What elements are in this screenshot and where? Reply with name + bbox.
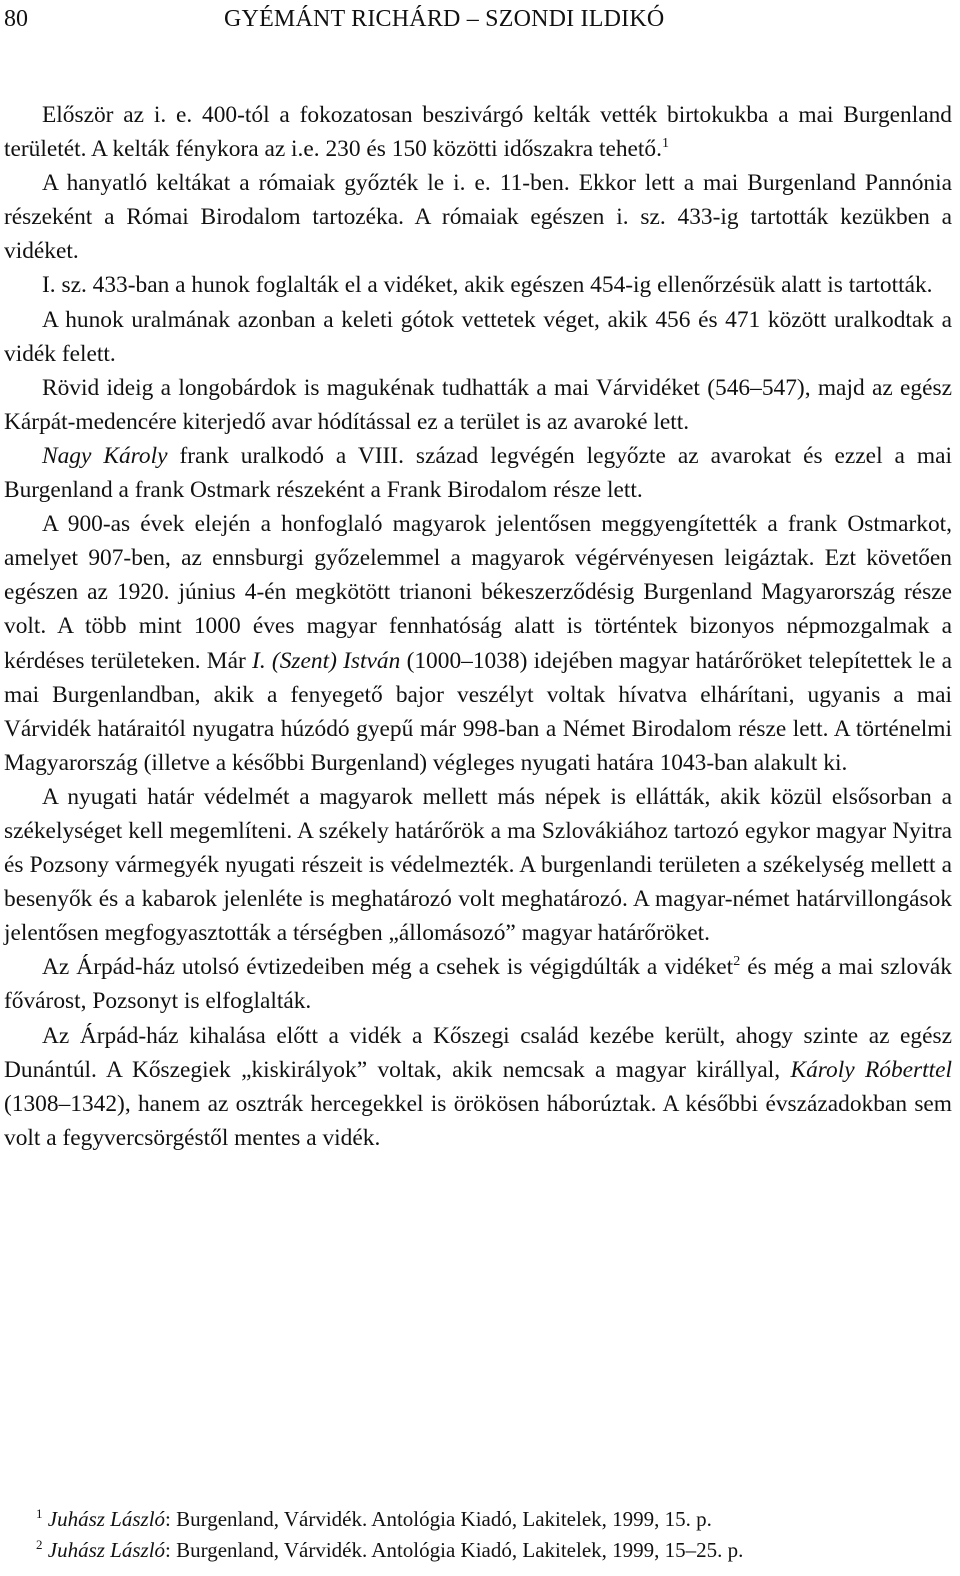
- footnote-author: Juhász László: [47, 1507, 166, 1531]
- page-number: 80: [4, 6, 28, 32]
- italic-name: I. (Szent) István: [252, 647, 401, 674]
- footnote: [36, 1504, 936, 1535]
- italic-name: Nagy Károly: [42, 442, 168, 469]
- paragraph: [4, 371, 952, 439]
- text-run: A 900-as évek elején a honfoglaló magyarok jelentősen meggyengítették a frank Ostmarkot, amelyet 907-ben, az ennsburgi győzelemmel a magyarok végérvényesen leigáztak. Ezt követően egészen az 1920. június 4-én megkötött trianoni békeszerződésig Burgenland Magyarország része volt. A több mint 1000 éves magyar fennhatóság alatt is történtek bizonyos népmozgalmak a kérdéses területeken. Már: [4, 511, 952, 674]
- footnote-number: 1: [36, 1506, 43, 1521]
- text-run: frank uralkodó a VIII. század legvégén legyőzte az avarokat és ezzel a mai Burgenland a frank Ostmark részeként a Frank Birodalom része lett.: [4, 442, 952, 504]
- paragraph: [4, 780, 952, 950]
- page-header: [4, 2, 944, 36]
- text-run: és még a mai szlovák fővárost, Pozsonyt is elfoglalták.: [4, 954, 952, 1015]
- footnote-marker: 1: [661, 136, 669, 152]
- italic-name: Károly Róberttel: [790, 1056, 952, 1083]
- paragraph: [4, 439, 952, 507]
- text-run: Először az i. e. 400-tól a fokozatosan beszivárgó kelták vették birtokukba a mai Burgenland területét. A kelták fénykora az i.e. 230 és 150 közötti időszakra tehető.: [4, 102, 952, 163]
- paragraph: [4, 950, 952, 1018]
- footnote-number: 2: [36, 1537, 43, 1552]
- text-run: Az Árpád-ház utolsó évtizedeiben még a csehek is végigdúlták a vidéket: [42, 954, 734, 981]
- body-text: [4, 98, 952, 1155]
- footnotes: [36, 1504, 936, 1566]
- footnote: [36, 1535, 936, 1566]
- paragraph: [4, 507, 952, 780]
- footnote-citation: : Burgenland, Várvidék. Antológia Kiadó, Lakitelek, 1999, 15. p.: [165, 1507, 712, 1531]
- text-run: A hanyatló keltákat a rómaiak győzték le i. e. 11-ben. Ekkor lett a mai Burgenland Pannónia részeként a Római Birodalom tartozéka. A rómaiak egészen i. sz. 433-ig tartották kezükben a vidéket.: [4, 170, 952, 265]
- running-head: GYÉMÁNT RICHÁRD – SZONDI ILDIKÓ: [224, 6, 665, 32]
- text-run: A nyugati határ védelmét a magyarok mellett más népek is ellátták, akik közül elsősorban a székelységet kell megemlíteni. A székely határőrök a ma Szlovákiához tartozó egykor magyar Nyitra és Pozsony vármegyék nyugati részeit is védelmezték. A burgenlandi területen a székelység mellett a besenyők és a kabarok jelenléte is meghatározó volt meghatározó. A magyar-német határvillongások jelentősen megfogyasztották a térségben „állomásozó” magyar határőröket.: [4, 783, 952, 947]
- text-run: Rövid ideig a longobárdok is magukénak tudhatták a mai Várvidéket (546–547), majd az egész Kárpát-medencére kiterjedő avar hódítással ez a terület is az avaroké lett.: [4, 374, 952, 435]
- paragraph: [4, 1019, 952, 1155]
- paragraph: [4, 98, 952, 166]
- text-run: A hunok uralmának azonban a keleti gótok vettetek véget, akik 456 és 471 között uralkodtak a vidék felett.: [4, 306, 952, 367]
- text-run: I. sz. 433-ban a hunok foglalták el a vidéket, akik egészen 454-ig ellenőrzésük alatt is tartották.: [42, 272, 933, 299]
- footnote-author: Juhász László: [47, 1538, 166, 1562]
- paragraph: [4, 166, 952, 268]
- text-run: (1308–1342), hanem az osztrák hercegekkel is örökösen háborúztak. A későbbi évszázadokban sem volt a fegyvercsörgéstől mentes a vidék.: [4, 1090, 952, 1151]
- paragraph: [4, 303, 952, 371]
- text-run: (1000–1038) idejében magyar határőröket telepítettek le a mai Burgenlandban, akik a fenyegető bajor veszélyt voltak hívatva elhárítani, ugyanis a mai Várvidék határaitól nyugatra húzódó gyepű már 998-ban a Német Birodalom része lett. A történelmi Magyarország (illetve a későbbi Burgenland) végleges nyugati határa 1043-ban alakult ki.: [4, 647, 953, 776]
- paragraph: [4, 268, 952, 302]
- footnote-marker: 2: [733, 954, 741, 970]
- footnote-citation: : Burgenland, Várvidék. Antológia Kiadó, Lakitelek, 1999, 15–25. p.: [165, 1538, 744, 1562]
- text-run: Az Árpád-ház kihalása előtt a vidék a Kőszegi család kezébe került, ahogy szinte az egész Dunántúl. A Kőszegiek „kiskirályok” voltak, akik nemcsak a magyar királlyal,: [4, 1022, 952, 1083]
